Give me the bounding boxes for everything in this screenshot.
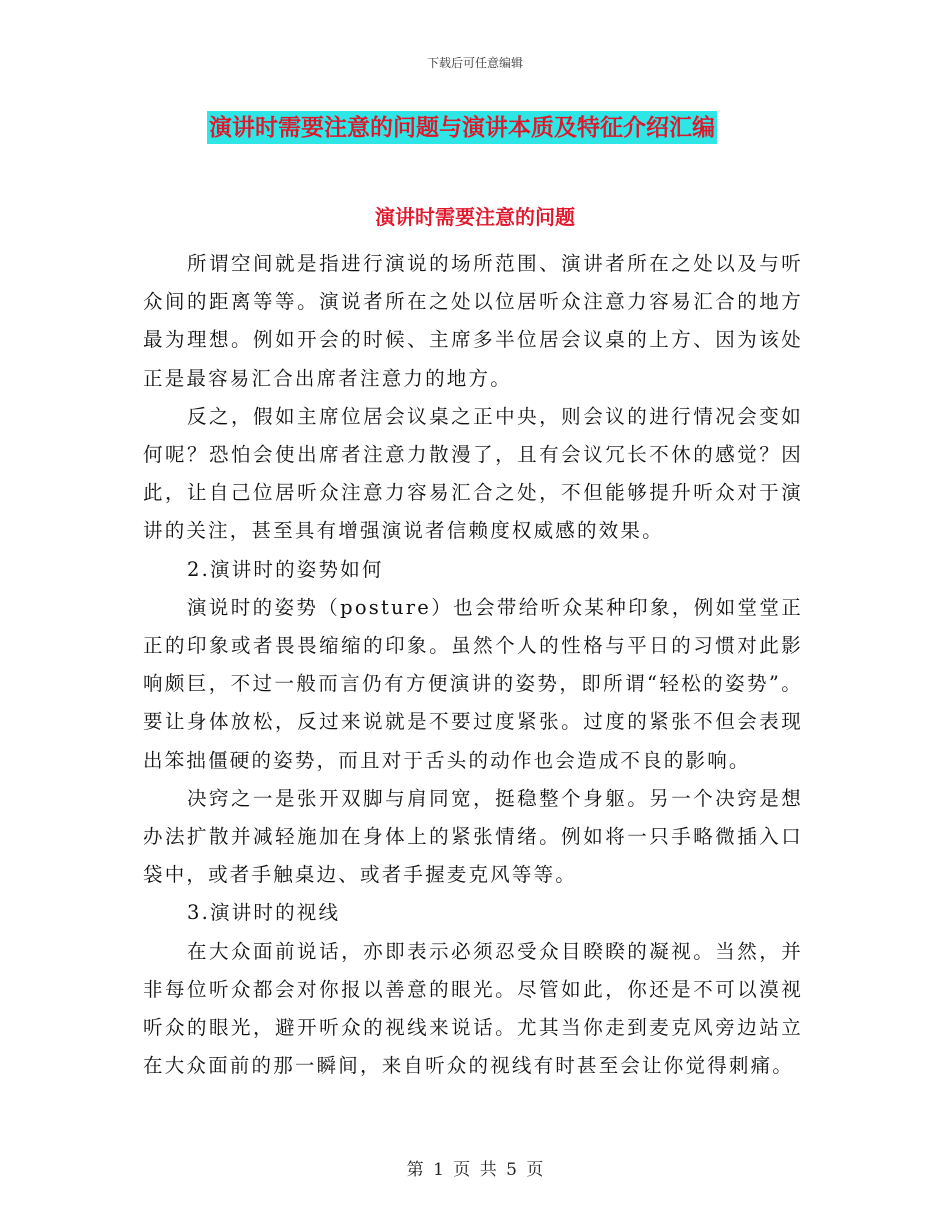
paragraph: 在大众面前说话，亦即表示必须忍受众目睽睽的凝视。当然，并非每位听众都会对你报以善意的眼光。尽管如此，你还是不可以漠视听众的眼光，避开听众的视线来说话。尤其当你走到麦克风旁边站立在大众面前的那一瞬间，来自听众的视线有时甚至会让你觉得刺痛。 <box>143 939 803 1078</box>
main-title: 演讲时需要注意的问题与演讲本质及特征介绍汇编 <box>207 111 717 144</box>
subheading: 3.演讲时的视线 <box>187 901 341 925</box>
paragraph: 反之，假如主席位居会议桌之正中央，则会议的进行情况会变如何呢？恐怕会使出席者注意力散漫了，且有会议冗长不休的感觉？因此，让自己位居听众注意力容易汇合之处，不但能够提升听众对于演讲的关注，甚至具有增强演说者信赖度权威感的效果。 <box>143 404 803 543</box>
header-note: 下载后可任意编辑 <box>426 56 523 70</box>
paragraph: 决窍之一是张开双脚与肩同宽，挺稳整个身躯。另一个决窍是想办法扩散并减轻施加在身体上的紧张情绪。例如将一只手略微插入口袋中，或者手触桌边、或者手握麦克风等等。 <box>143 786 803 887</box>
body-text <box>143 245 803 1085</box>
paragraph: 演说时的姿势（posture）也会带给听众某种印象，例如堂堂正正的印象或者畏畏缩缩的印象。虽然个人的性格与平日的习惯对此影响颇巨，不过一般而言仍有方便演讲的姿势，即所谓“轻松的姿势”。要让身体放松，反过来说就是不要过度紧张。过度的紧张不但会表现出笨拙僵硬的姿势，而且对于舌头的动作也会造成不良的影响。 <box>143 595 803 772</box>
page-footer: 第 1 页 共 5 页 <box>406 1160 544 1180</box>
paragraph: 所谓空间就是指进行演说的场所范围、演讲者所在之处以及与听众间的距离等等。演说者所在之处以位居听众注意力容易汇合的地方最为理想。例如开会的时候、主席多半位居会议桌的上方、因为该处正是最容易汇合出席者注意力的地方。 <box>143 252 803 390</box>
subheading: 2.演讲时的姿势如何 <box>187 557 384 581</box>
section-title: 演讲时需要注意的问题 <box>375 205 575 229</box>
